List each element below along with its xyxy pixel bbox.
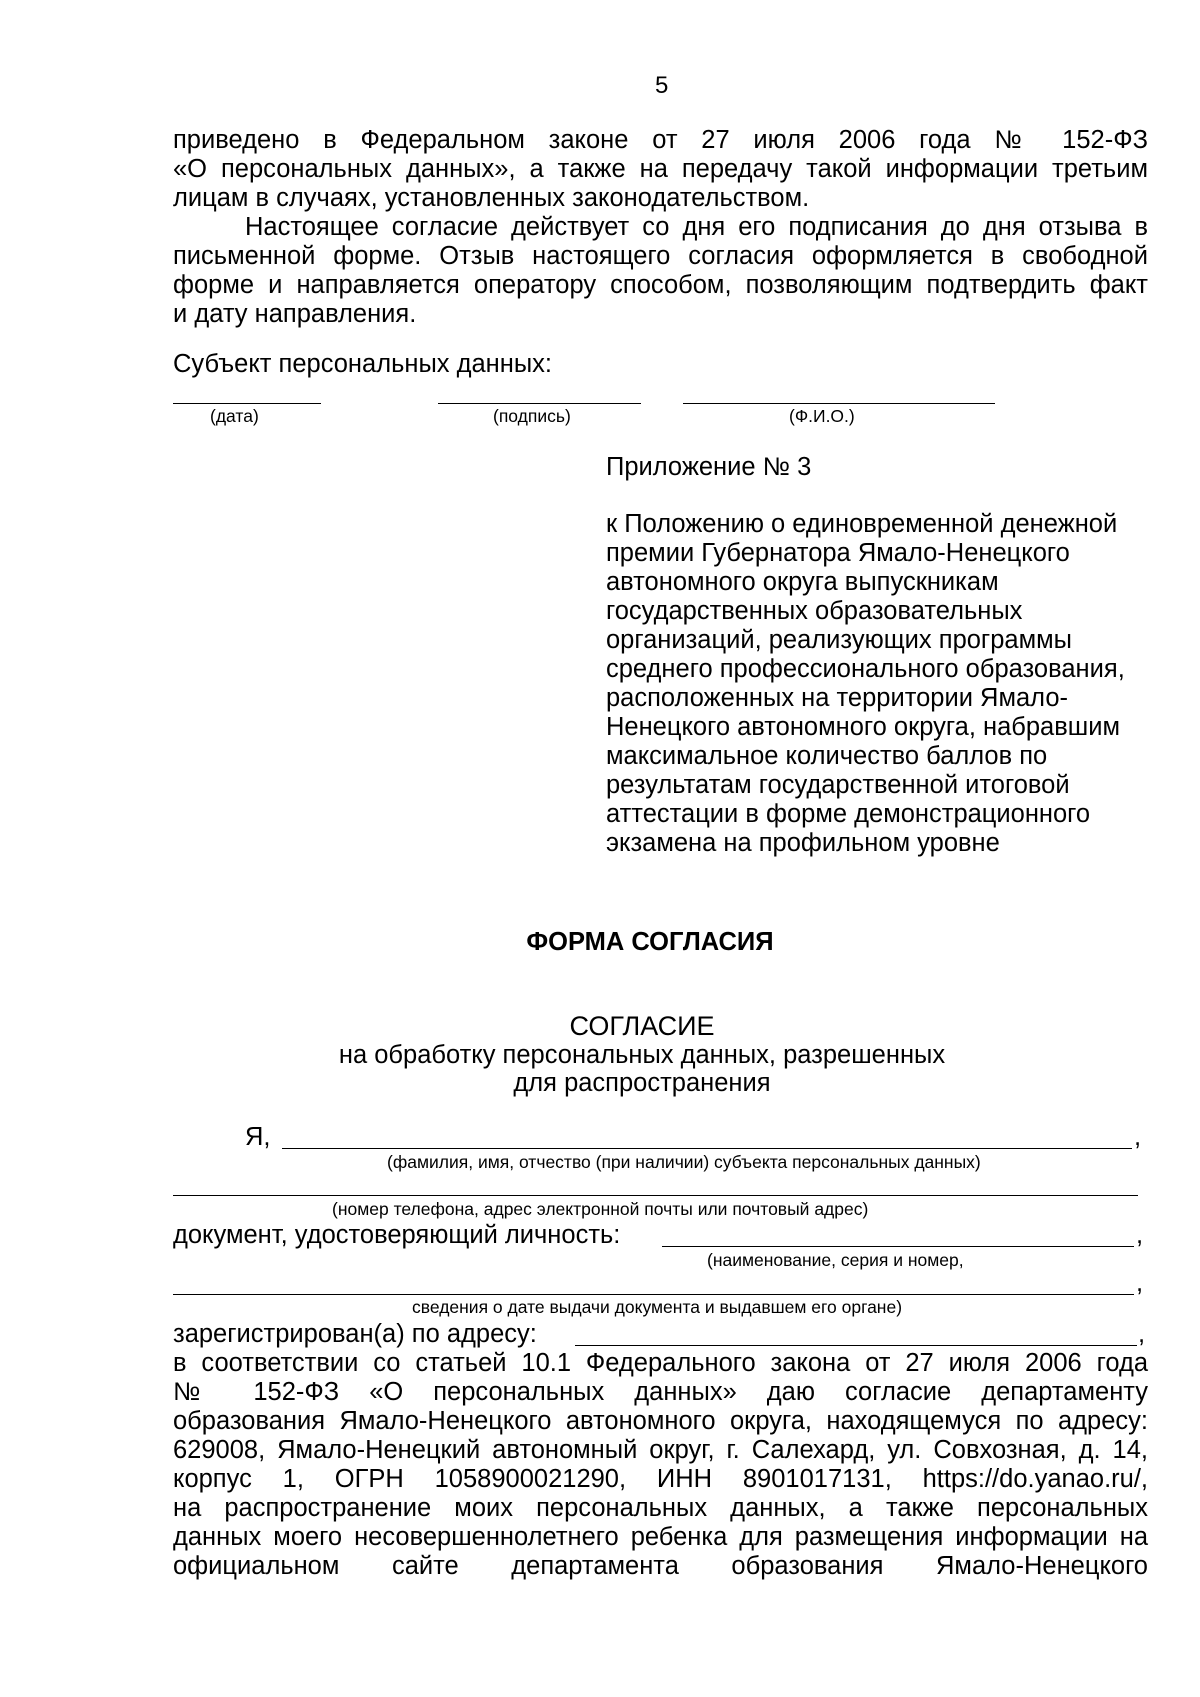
paragraph-line: лицам в случаях, установленных законодательством. <box>173 184 810 212</box>
paragraph-line: «О персональных данных», а также на передачу такой информации третьим <box>173 155 1148 183</box>
paragraph-line: письменной форме. Отзыв настоящего согласия оформляется в свободной <box>173 242 1148 270</box>
doc-input-line[interactable] <box>662 1246 1134 1247</box>
appendix-text <box>606 510 1161 858</box>
appendix-line: аттестации в форме демонстрационного <box>606 800 1091 828</box>
signature-caption: (подпись) <box>493 406 571 426</box>
body-line: корпус 1, ОГРН 1058900021290, ИНН 8901017131, https://do.yanao.ru/, <box>173 1465 1148 1493</box>
date-caption: (дата) <box>210 406 259 426</box>
consent-title: СОГЛАСИЕ <box>569 1011 715 1041</box>
appendix-line: среднего профессионального образования, <box>606 655 1125 683</box>
subject-label: Субъект персональных данных: <box>173 350 552 378</box>
appendix-line: премии Губернатора Ямало-Ненецкого <box>606 539 1070 567</box>
fio-caption: (Ф.И.О.) <box>789 406 855 426</box>
consent-subtitle: для распространения <box>513 1069 771 1097</box>
appendix-line: организаций, реализующих программы <box>606 626 1072 654</box>
body-line: данных моего несовершеннолетнего ребенка для размещения информации на <box>173 1523 1148 1551</box>
ya-label: Я, <box>245 1123 271 1151</box>
comma: , <box>1134 1123 1142 1151</box>
reg-label: зарегистрирован(а) по адресу: <box>173 1320 537 1348</box>
paragraph-line: приведено в Федеральном законе от 27 июля 2006 года № 152-ФЗ <box>173 126 1148 154</box>
appendix-line: максимальное количество баллов по <box>606 742 1048 770</box>
comma: , <box>1136 1269 1144 1297</box>
fio-hint: (фамилия, имя, отчество (при наличии) субъекта персональных данных) <box>387 1152 981 1172</box>
paragraph-line: и дату направления. <box>173 300 417 328</box>
issue-hint: сведения о дате выдачи документа и выдавшем его органе) <box>412 1297 903 1317</box>
body-line: в соответствии со статьей 10.1 Федерального закона от 27 июля 2006 года <box>173 1349 1148 1377</box>
reg-input-line[interactable] <box>575 1345 1137 1346</box>
appendix-line: Ненецкого автономного округа, набравшим <box>606 713 1120 741</box>
comma: , <box>1138 1320 1146 1348</box>
appendix-line: автономного округа выпускникам <box>606 568 999 596</box>
body-line: на распространение моих персональных данных, а также персональных <box>173 1494 1148 1522</box>
body-line: 629008, Ямало-Ненецкий автономный округ, г. Салехард, ул. Совхозная, д. 14, <box>173 1436 1148 1464</box>
appendix-line: государственных образовательных <box>606 597 1023 625</box>
signature-line <box>438 403 641 404</box>
body-line: № 152-ФЗ «О персональных данных» даю согласие департаменту <box>173 1378 1148 1406</box>
page-number: 5 <box>655 72 669 99</box>
appendix-title: Приложение № 3 <box>606 453 812 481</box>
contact-hint: (номер телефона, адрес электронной почты или почтовый адрес) <box>332 1199 869 1219</box>
comma: , <box>1136 1221 1144 1249</box>
doc-label: документ, удостоверяющий личность: <box>173 1221 621 1249</box>
date-line <box>173 403 321 404</box>
appendix-line: экзамена на профильном уровне <box>606 829 1000 857</box>
form-title: ФОРМА СОГЛАСИЯ <box>526 928 774 956</box>
paragraph-line: форме и направляется оператору способом, позволяющим подтвердить факт <box>173 271 1148 299</box>
consent-subtitle: на обработку персональных данных, разрешенных <box>338 1041 946 1069</box>
contact-input-line[interactable] <box>173 1195 1138 1196</box>
appendix-line: результатам государственной итоговой <box>606 771 1070 799</box>
issue-input-line[interactable] <box>173 1294 1134 1295</box>
doc-hint: (наименование, серия и номер, <box>707 1250 964 1270</box>
body-line: официальном сайте департамента образования Ямало-Ненецкого <box>173 1552 1148 1580</box>
appendix-line: к Положению о единовременной денежной <box>606 510 1118 538</box>
fio-line <box>683 403 995 404</box>
paragraph-line: Настоящее согласие действует со дня его подписания до дня отзыва в <box>245 213 1148 241</box>
body-line: образования Ямало-Ненецкого автономного округа, находящемуся по адресу: <box>173 1407 1148 1435</box>
fio-input-line[interactable] <box>282 1148 1132 1149</box>
appendix-line: расположенных на территории Ямало- <box>606 684 1069 712</box>
